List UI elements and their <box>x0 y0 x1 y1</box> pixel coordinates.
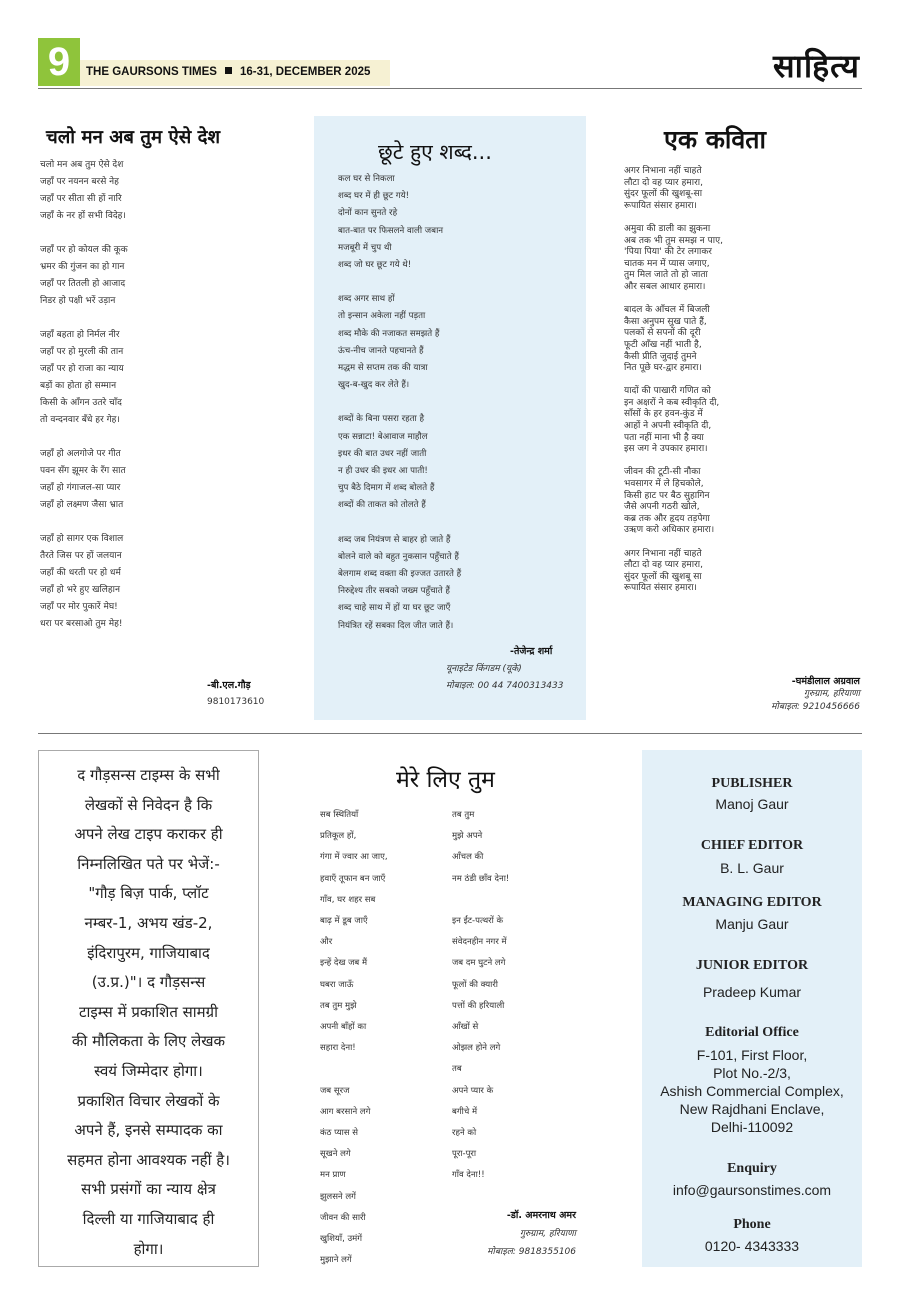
poem-line: संवेदनहीन नगर में <box>452 937 507 948</box>
notice-line: "गौड़ बिज़ पार्क, प्लॉट <box>88 884 209 903</box>
header-divider <box>38 88 862 89</box>
poem-line: कैसा अनुपम सुख पाते हैं, <box>624 316 707 327</box>
notice-line: लेखकों से निवेदन है कि <box>84 795 213 814</box>
poem-center-signature <box>446 645 563 693</box>
poem-line: शब्द अगर साथ हों <box>338 294 395 305</box>
poem-line: किसी हाट पर बैठ सुहागिन <box>624 490 710 501</box>
address-line: F-101, First Floor, <box>696 1047 808 1063</box>
stanza-gap <box>40 310 128 327</box>
notice-line: निम्नलिखित पते पर भेजें:- <box>77 854 220 873</box>
poem-line: कल घर से निकला <box>338 174 395 184</box>
poem-line: तब <box>452 1064 462 1075</box>
notice-line: नम्बर-1, अभय खंड-2, <box>84 913 213 932</box>
issue-date: 16-31, DECEMBER 2025 <box>239 66 371 78</box>
poem-center-title: छूटे हुए शब्द... <box>378 140 492 164</box>
poem-line: अगर निभाना नहीं चाहते <box>624 166 702 176</box>
stanza-gap <box>624 456 723 468</box>
poem-line: जहाँ पर हो राजा का न्याय <box>40 364 124 374</box>
poem-line: पलकों से सपनों की दूरी <box>624 328 701 339</box>
poem-line: शब्द मौके की नजाकत समझते हैं <box>338 328 440 339</box>
stanza-gap <box>40 225 128 242</box>
poem-center-location: यूनाइटेड किंगडम (यूके) <box>446 664 522 674</box>
poem-line: तब तुम <box>452 810 475 820</box>
poem-line: जहाँ पर मोर पुकारें मेघ! <box>40 602 118 612</box>
poem-line: जहाँ हो सागर एक विशाल <box>40 534 124 544</box>
poem-line: पूरा-पूरा <box>452 1149 477 1160</box>
poem-line: आँचल की <box>452 852 484 863</box>
poem-line: और <box>320 937 333 948</box>
address-line: Ashish Commercial Complex, <box>660 1083 844 1099</box>
poem-bottom-column-2 <box>452 805 509 1187</box>
notice-line: प्रकाशित विचार लेखकों के <box>77 1091 220 1110</box>
poem-line: तब तुम मुझे <box>320 1000 357 1011</box>
stanza-gap <box>40 429 128 446</box>
poem-line: इन ईंट-पत्थरों के <box>452 916 504 926</box>
notice-line: (उ.प्र.)"। द गौड़सन्स <box>91 973 206 992</box>
poem-line: जहाँ की धरती पर हो धर्म <box>40 568 121 578</box>
poem-line: हवाएँ तूफान बन जाएँ <box>320 873 386 884</box>
poem-line: फूटी आँख नहीं भाती है, <box>624 339 702 350</box>
author-notice-box <box>38 750 259 1267</box>
poem-line: आग बरसाने लगे <box>320 1106 371 1117</box>
poem-line: पत्तों की हरियाली <box>452 1000 505 1011</box>
poem-line: जैसे अपनी गठरी खोले, <box>624 502 700 513</box>
poem-line: निडर हो पक्षी भरें उड़ान <box>40 296 116 306</box>
poem-line: बगीचे में <box>452 1106 478 1117</box>
poem-line: बड़ों का होता हो सम्मान <box>40 381 117 391</box>
poem-line: सहारा देना! <box>320 1043 356 1054</box>
header-masthead <box>86 66 370 78</box>
address-line: New Rajdhani Enclave, <box>679 1101 825 1117</box>
poem-line: शब्द जब नियंत्रण से बाहर हो जाते हैं <box>338 534 451 545</box>
poem-left-body <box>40 157 128 633</box>
notice-line: सभी प्रसंगों का न्याय क्षेत्र <box>81 1180 216 1199</box>
poem-line: न ही उधर की इधर आ पाती! <box>338 466 428 477</box>
junior-editor-label: JUNIOR EDITOR <box>695 958 809 973</box>
poem-line: धरा पर बरसाओ तुम मेह! <box>40 619 123 629</box>
poem-line: इधर की बात उधर नहीं जाती <box>338 448 427 459</box>
poem-bottom-author: -डॉ. अमरनाथ अमर <box>506 1210 576 1221</box>
poem-line: तो वन्दनवार बँधे हर गेह। <box>40 415 120 425</box>
poem-line: अमुवा की डाली का झुकना <box>624 223 711 234</box>
poem-line: रूपायित संसार हमारा। <box>624 583 697 594</box>
poem-line: मजबूरी में चुप थी <box>338 242 392 253</box>
poem-line: शब्द जो घर छूट गये थे! <box>338 260 412 271</box>
enquiry-label: Enquiry <box>727 1161 777 1176</box>
stanza-gap <box>338 274 461 291</box>
poem-line: बोलने वाले को बहुत नुकसान पहुँचाते हैं <box>338 551 459 562</box>
stanza-gap <box>624 375 723 387</box>
poem-line: सूखने लगे <box>320 1149 351 1160</box>
poem-right-location: गुरुग्राम, हरियाणा <box>803 689 860 699</box>
poem-line: कब्र तक और हृदय तड़पेगा <box>624 513 710 524</box>
poem-left-title: चलो मन अब तुम ऐसे देश <box>46 127 221 148</box>
poem-left-author: -बी.एल.गौड़ <box>207 680 251 691</box>
poem-line: आहों ने अपनी स्वीकृति दी, <box>624 421 712 432</box>
poem-bottom-signature <box>478 1209 576 1259</box>
poem-line: अब तक भी तुम समझ न पाए, <box>624 235 723 246</box>
poem-line: जब सूरज <box>320 1085 350 1096</box>
poem-line: चलो मन अब तुम ऐसे देश <box>40 160 124 170</box>
stanza-gap <box>452 890 509 911</box>
poem-right-body <box>624 166 723 595</box>
poem-center-author: -तेजेन्द्र शर्मा <box>510 646 553 657</box>
notice-line: अपने लेख टाइप कराकर ही <box>74 825 223 844</box>
square-bullet-icon <box>225 67 232 74</box>
poem-line: भवसागर में ले हिचकोले, <box>624 479 704 490</box>
publisher-label: PUBLISHER <box>711 776 793 791</box>
notice-line: द गौड़सन्स टाइम्स के सभी <box>77 766 220 784</box>
poem-line: सुंदर फूलों की खुशबू-सा <box>624 189 703 200</box>
poem-left-signature <box>207 679 264 709</box>
poem-line: किसी के आँगन उतरे चाँद <box>40 398 122 408</box>
poem-line: प्रतिकूल हों, <box>320 831 357 842</box>
middle-divider <box>38 733 862 734</box>
poem-line: जहाँ बहता हो निर्मल नीर <box>40 330 120 340</box>
poem-line: यादों की पाखारी गणित को <box>624 386 711 397</box>
poem-line: अपनी बाँहों का <box>320 1022 367 1033</box>
poem-line: बादल के आँचल में बिजली <box>624 305 710 316</box>
poem-line: बाढ़ में डूब जाएँ <box>320 916 368 927</box>
poem-line: जहाँ हो अलगोजे पर गीत <box>40 449 121 459</box>
page-number: 9 <box>38 38 80 86</box>
poem-line: अपने प्यार के <box>452 1085 494 1096</box>
poem-line: जीवन की सारी <box>320 1212 366 1223</box>
poem-line: सब स्थितियाँ <box>320 810 359 820</box>
author-notice-text <box>47 761 250 1264</box>
poem-line: एक सन्नाटा! बेआवाज माहौल <box>338 431 428 442</box>
stanza-gap <box>624 294 723 306</box>
poem-line: इस जग ने उपकार हमारा। <box>624 444 708 455</box>
stanza-gap <box>40 514 128 531</box>
stanza-gap <box>320 1059 388 1080</box>
poem-line: अगर निभाना नहीं चाहते <box>624 548 702 559</box>
poem-line: तैरते जिस पर हों जलयान <box>40 551 122 561</box>
managing-editor-name: Manju Gaur <box>715 916 789 932</box>
poem-line: बेलगाम शब्द वक्ता की इज्जत उतारते हैं <box>338 569 462 580</box>
poem-line: मुझे अपने <box>452 831 483 842</box>
poem-line: इन अक्षरों ने कब स्वीकृति दी, <box>624 397 720 408</box>
notice-line: दिल्ली या गाजियाबाद ही <box>82 1209 215 1228</box>
stanza-gap <box>624 212 723 224</box>
notice-line: होगा। <box>133 1239 164 1258</box>
poem-line: मन प्राण <box>320 1170 346 1181</box>
enquiry-email: info@gaursonstimes.com <box>672 1182 832 1198</box>
address-line: Plot No.-2/3, <box>713 1065 791 1081</box>
stanza-gap <box>624 537 723 549</box>
poem-line: नियंत्रित रहें सबका दिल जीत जाते हैं। <box>338 620 454 631</box>
notice-line: सहमत होना आवश्यक नहीं है। <box>67 1150 230 1169</box>
editorial-office-address <box>642 1046 862 1136</box>
poem-left-phone: 9810173610 <box>207 697 265 707</box>
poem-bottom-phone: मोबाइल: 9818355106 <box>487 1247 576 1257</box>
poem-line: शब्दों की ताकत को तोलते हैं <box>338 500 426 511</box>
poem-line: रूपायित संसार हमारा। <box>624 200 697 211</box>
poem-line: खुशियाँ, उमंगें <box>320 1234 362 1245</box>
poem-line: कंठ प्यास से <box>320 1128 359 1139</box>
publisher-name: Manoj Gaur <box>715 796 789 812</box>
chief-editor-label: CHIEF EDITOR <box>700 838 804 853</box>
poem-line: जहाँ पर हो कोयल की कूक <box>40 245 128 255</box>
poem-line: रहने को <box>452 1128 477 1139</box>
notice-line: अपने हैं, इनसे सम्पादक का <box>74 1121 223 1140</box>
poem-line: दोनों कान सुनते रहे <box>338 208 398 219</box>
poem-line: शब्द घर में ही छूट गये! <box>338 191 410 202</box>
poem-line: बात-बात पर फिसलने वाली जबान <box>338 225 444 236</box>
address-line: Delhi-110092 <box>710 1119 794 1135</box>
stanza-gap <box>338 515 461 532</box>
poem-line: गंगा में ज्वार आ जाए, <box>320 852 388 863</box>
poem-right-author: -घमंडीलाल अग्रवाल <box>791 676 860 687</box>
poem-line: निरुद्देश्य तीर सबको जख्म पहुँचाते हैं <box>338 586 450 597</box>
poem-center-phone: मोबाइल: 00 44 7400313433 <box>446 681 564 691</box>
poem-line: जहाँ हो लक्ष्मण जैसा भ्रात <box>40 500 124 510</box>
poem-line: ओझल होने लगे <box>452 1043 501 1054</box>
poem-line: चुप बैठे दिमाग में शब्द बोलते हैं <box>338 483 435 494</box>
poem-line: जहाँ हो भरे हुए खलिहान <box>40 585 121 595</box>
poem-line: ऊंच-नीच जानते पहचानते हैं <box>338 345 424 356</box>
poem-bottom-location: गुरुग्राम, हरियाणा <box>519 1229 576 1239</box>
editorial-office-label: Editorial Office <box>705 1025 799 1040</box>
poem-bottom-column-1 <box>320 805 388 1271</box>
poem-bottom-title: मेरे लिए तुम <box>396 767 495 793</box>
poem-line: फूलों की क्यारी <box>452 979 499 990</box>
poem-line: जहाँ पर सीता सी हों नारि <box>40 194 122 204</box>
junior-editor-name: Pradeep Kumar <box>702 984 802 1000</box>
section-title: साहित्य <box>772 47 860 85</box>
poem-line: और सबल आधार हमारा। <box>624 281 706 292</box>
poem-line: कैसी प्रीति जुदाई तुमने <box>624 351 697 362</box>
poem-line: नम ठंडी छाँव देना! <box>452 873 510 884</box>
poem-center-body <box>338 171 461 635</box>
poem-line: खुद-ब-खुद कर लेते हैं। <box>338 380 410 391</box>
poem-line: पवन सँग झूमर के रँग सात <box>40 466 126 476</box>
poem-line: मुझाने लगें <box>320 1255 352 1266</box>
poem-line: तो इन्सान अकेला नहीं पड़ता <box>338 311 426 322</box>
poem-line: जहाँ के नर हों सभी विदेह। <box>40 211 126 221</box>
chief-editor-name: B. L. Gaur <box>720 860 784 876</box>
notice-line: टाइम्स में प्रकाशित सामग्री <box>78 1002 218 1021</box>
poem-line: घबरा जाऊँ <box>320 979 354 990</box>
poem-line: 'पिया पिया' की टेर लगाकर <box>624 247 712 258</box>
poem-line: उऋण करो अधिकार हमारा। <box>624 525 715 536</box>
poem-line: चातक मन में प्यास जगाए, <box>624 258 710 269</box>
poem-line: लौटा दो वह प्यार हमारा, <box>624 560 703 571</box>
publication-name: THE GAURSONS TIMES <box>86 66 217 78</box>
poem-line: मद्धम से सप्तम तक की यात्रा <box>338 363 428 374</box>
poem-line: गाँव देना!! <box>452 1170 485 1181</box>
notice-line: स्वयं जिम्मेदार होगा। <box>94 1061 203 1080</box>
credits-box <box>642 750 862 1267</box>
poem-right-signature <box>771 675 860 714</box>
poem-line: जहाँ पर नयनन बरसे नेह <box>40 177 119 187</box>
phone-label: Phone <box>733 1217 771 1232</box>
poem-line: नित पूछे घर-द्वार हमारा। <box>624 363 702 374</box>
poem-line: जहाँ पर तितली हो आजाद <box>40 279 126 289</box>
notice-line: की मौलिकता के लिए लेखक <box>71 1032 226 1051</box>
managing-editor-label: MANAGING EDITOR <box>682 895 822 910</box>
stanza-gap <box>338 394 461 411</box>
phone-number: 0120- 4343333 <box>704 1238 800 1254</box>
poem-line: जीवन की टूटी-सी नौका <box>624 467 701 478</box>
poem-line: जब दम घुटने लगे <box>452 958 506 969</box>
poem-right-title: एक कविता <box>664 125 767 154</box>
poem-line: शब्द चाहे साथ में हों या घर छूट जाएँ <box>338 603 451 614</box>
poem-line: झुलसने लगें <box>320 1191 356 1202</box>
poem-right-phone: मोबाइल: 9210456666 <box>771 702 860 712</box>
poem-line: साँसों के हर हवन-कुंड में <box>624 409 703 420</box>
poem-line: शब्दों के बिना पसरा रहता है <box>338 414 425 425</box>
poem-line: पता नहीं माना भी है क्या <box>624 432 704 443</box>
poem-line: सुंदर फूलों की खुशबू सा <box>624 571 702 582</box>
poem-line: जहाँ हो गंगाजल-सा प्यार <box>40 483 121 493</box>
poem-line: भ्रमर की गुंजन का हो गान <box>40 262 125 272</box>
poem-line: गाँव, घर शहर सब <box>320 894 376 905</box>
poem-line: इन्हें देख जब मैं <box>320 958 368 969</box>
notice-line: इंदिरापुरम, गाजियाबाद <box>87 943 210 962</box>
poem-line: लौटा दो वह प्यार हमारा, <box>624 177 703 188</box>
poem-line: जहाँ पर हो मुरली की तान <box>40 347 124 357</box>
poem-line: तुम मिल जाते तो हो जाता <box>624 270 708 281</box>
poem-line: आँखों से <box>452 1022 479 1033</box>
